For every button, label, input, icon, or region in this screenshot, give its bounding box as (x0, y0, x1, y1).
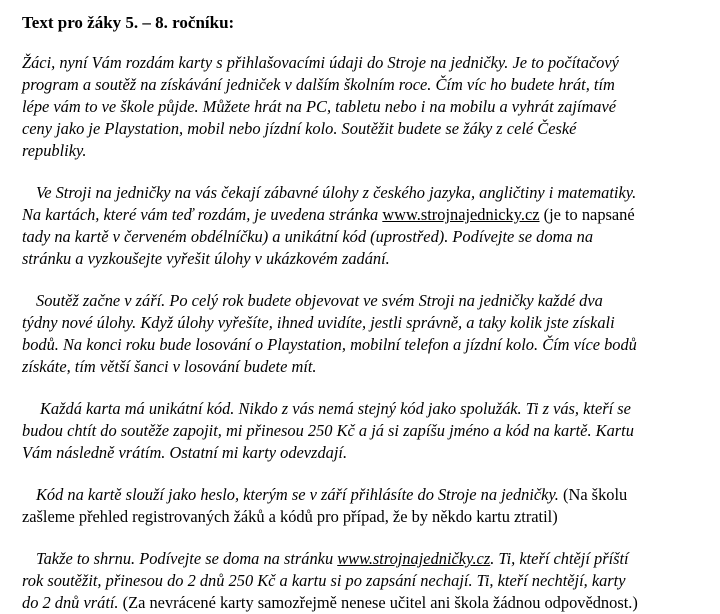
text-line: program a soutěž na získávání jedniček v dalším školním roce. Čím víc ho budete hrát, tím (22, 75, 615, 94)
text-line: získáte, tím větší šanci v losování budete mít. (22, 357, 317, 376)
text-fragment: do 2 dnů vrátí. (22, 593, 119, 612)
text-line (22, 484, 712, 506)
paragraph-password (22, 484, 712, 528)
text-line (22, 548, 712, 570)
text-fragment: . Ti, kteří chtějí příští (490, 549, 629, 568)
text-fragment: Na kartách, které vám teď rozdám, je uvedena stránka (22, 205, 383, 224)
text-fragment: (Na školu (558, 485, 628, 504)
text-line: republiky. (22, 141, 87, 160)
text-line (22, 204, 712, 226)
paragraph-competition (22, 290, 712, 378)
website-link[interactable]: www.strojnajedničky.cz (337, 549, 491, 568)
text-line: lépe vám to ve škole půjde. Můžete hrát na PC, tabletu nebo i na mobilu a vyhrát zajímavé (22, 97, 617, 116)
text-line: Každá karta má unikátní kód. Nikdo z vás nemá stejný kód jako spolužák. Ti z vás, kteří se (40, 399, 631, 418)
text-line (22, 592, 712, 614)
text-line: ceny jako je Playstation, mobil nebo jízdní kolo. Soutěžit budete se žáky z celé České (22, 119, 577, 138)
text-line: bodů. Na konci roku bude losování o Playstation, mobilní telefon a jízdní kolo. Čím více bodů (22, 335, 637, 354)
paragraph-unique-code (22, 398, 712, 464)
text-line: rok soutěžit, přinesou do 2 dnů 250 Kč a kartu si po zapsání nechají. Ti, kteří nechtějí, karty (22, 571, 626, 590)
text-line: Vám následně vrátím. Ostatní mi karty odevzdají. (22, 443, 348, 462)
document-heading: Text pro žáky 5. – 8. ročníku: (22, 13, 235, 32)
paragraph-summary (22, 548, 712, 614)
text-fragment: Takže to shrnu. Podívejte se doma na stránku (36, 549, 338, 568)
website-link[interactable]: www.strojnajednicky.cz (382, 205, 540, 224)
text-line: budou chtít do soutěže zapojit, mi přinesou 250 Kč a já si zapíšu jméno a kód na kartě. Kartu (22, 421, 634, 440)
text-line: zašleme přehled registrovaných žáků a kódů pro případ, že by někdo kartu ztratil) (22, 507, 558, 526)
text-line: Soutěž začne v září. Po celý rok budete objevovat ve svém Stroji na jedničky každé dva (36, 291, 603, 310)
text-fragment: (je to napsané (539, 205, 635, 224)
text-line: stránku a vyzkoušejte vyřešit úlohy v ukázkovém zadání. (22, 249, 390, 268)
text-line: tady na kartě v červeném obdélníčku) a unikátní kód (uprostřed). Podívejte se doma na (22, 227, 594, 246)
text-line: Žáci, nyní Vám rozdám karty s přihlašovacími údaji do Stroje na jedničky. Je to počítačový (22, 53, 619, 72)
paragraph-tasks (22, 182, 712, 270)
text-line: týdny nové úlohy. Když úlohy vyřešíte, ihned uvidíte, jestli správně, a taky kolik jste získali (22, 313, 615, 332)
text-fragment: Kód na kartě slouží jako heslo, kterým se v září přihlásíte do Stroje na jedničky. (36, 485, 559, 504)
document-page (22, 0, 712, 614)
paragraph-intro (22, 52, 712, 162)
text-fragment: (Za nevrácené karty samozřejmě nenese učitel ani škola žádnou odpovědnost.) (118, 593, 638, 612)
text-line: Ve Stroji na jedničky na vás čekají zábavné úlohy z českého jazyka, angličtiny i matematiky. (36, 183, 637, 202)
